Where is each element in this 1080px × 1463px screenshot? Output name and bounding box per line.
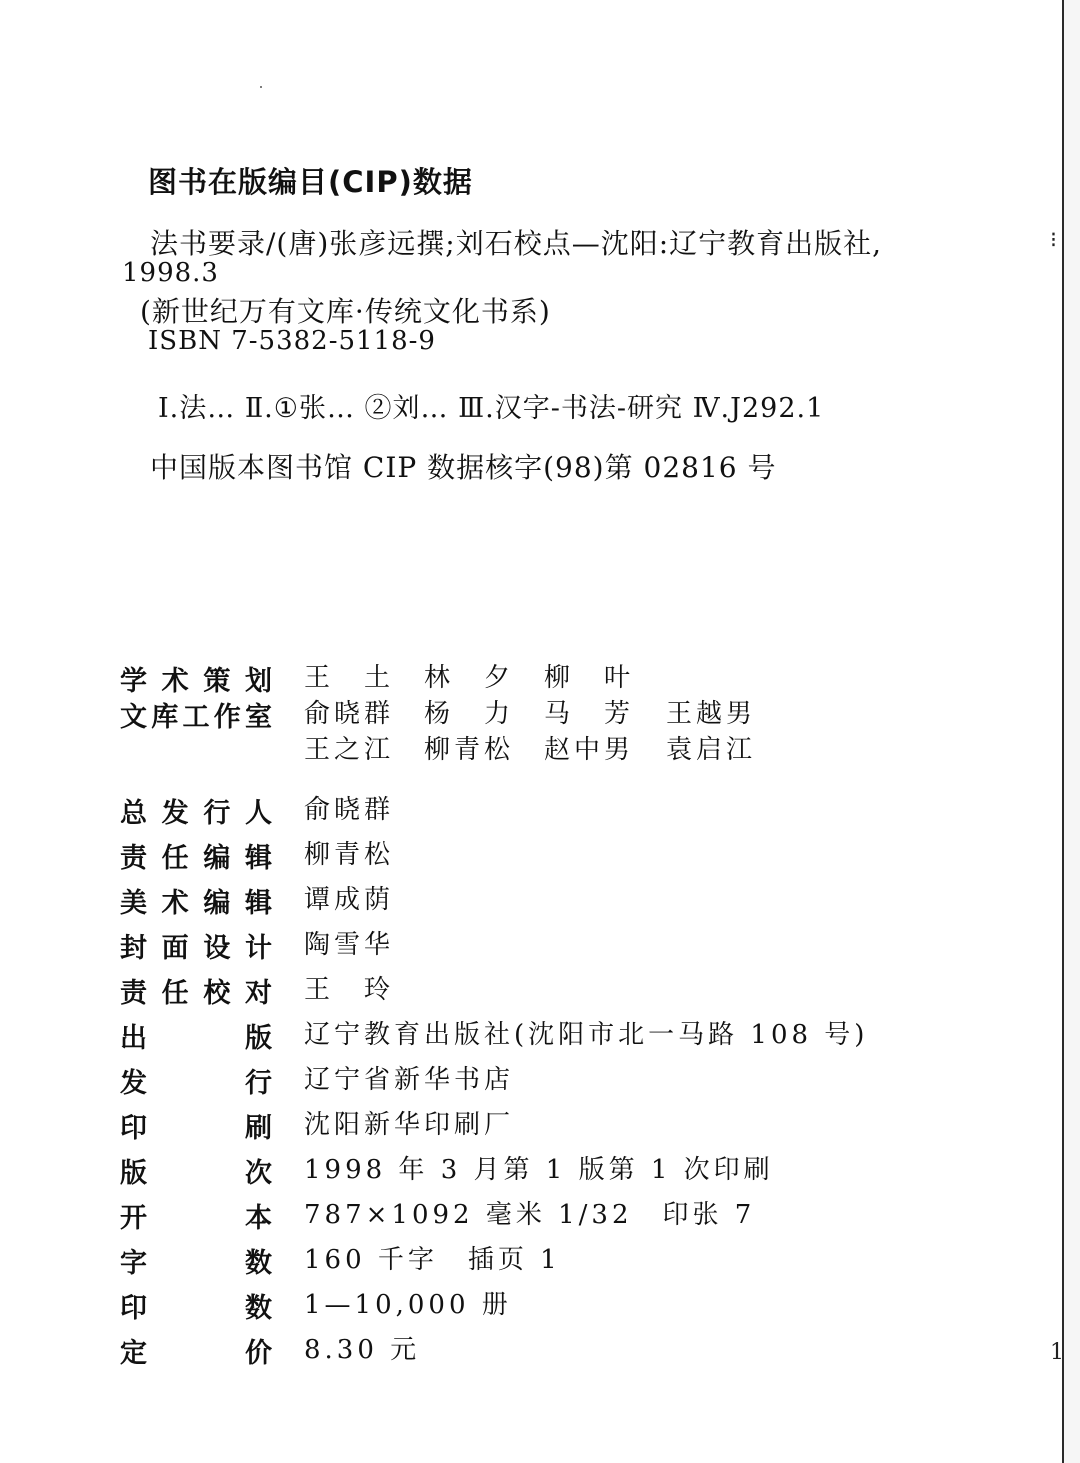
label-char: 校 (203, 977, 231, 1009)
label-char: 字 (120, 1247, 147, 1279)
credit-value: 160 千字 插页 1 (304, 1245, 561, 1275)
label-char: 发 (161, 797, 189, 829)
person-name: 柳 叶 (544, 663, 635, 693)
label-char: 次 (245, 1157, 272, 1189)
label-char: 本 (245, 1202, 272, 1234)
label-char: 责 (120, 977, 147, 1009)
label-char: 出 (120, 1022, 147, 1054)
label-char: 价 (245, 1337, 272, 1369)
label-char: 总 (120, 797, 147, 829)
credit-label (120, 790, 272, 830)
label-char: 印 (120, 1292, 147, 1324)
label-char: 学 (120, 665, 147, 697)
credit-value: 辽宁教育出版社(沈阳市北一马路 108 号) (304, 1020, 869, 1050)
label-char: 室 (245, 701, 272, 733)
credit-value: 陶雪华 (304, 930, 395, 960)
credit-value: 柳青松 (304, 840, 395, 870)
label-char: 美 (120, 887, 147, 919)
credit-value: 王 玲 (304, 975, 395, 1005)
label-char: 人 (244, 797, 272, 829)
credit-label (120, 1105, 272, 1145)
credit-label (120, 658, 272, 698)
cip-line-record-number: 中国版本图书馆 CIP 数据核字(98)第 02816 号 (150, 451, 777, 484)
credit-value: 787×1092 毫米 1/32 印张 7 (304, 1200, 756, 1230)
label-char: 责 (120, 842, 147, 874)
credit-label (120, 835, 272, 875)
person-name: 林 夕 (424, 663, 515, 693)
cip-line-title-author: 法书要录/(唐)张彦远撰;刘石校点—沈阳:辽宁教育出版社, (150, 227, 883, 260)
credit-value: 沈阳新华印刷厂 (304, 1110, 515, 1140)
cip-line-date: 1998.3 (122, 258, 219, 288)
label-char: 工 (182, 701, 210, 733)
scan-speck (260, 86, 262, 88)
credit-value: 8.30 元 (304, 1335, 421, 1365)
cip-line-subjects: Ⅰ.法… Ⅱ.①张… ②刘… Ⅲ.汉字-书法-研究 Ⅳ.J292.1 (158, 393, 825, 424)
credit-label (120, 1330, 272, 1370)
person-name: 杨 力 (424, 699, 515, 729)
person-name: 柳青松 (424, 735, 515, 765)
label-char: 计 (244, 932, 272, 964)
label-char: 发 (120, 1067, 147, 1099)
page-edge-shadow (1064, 0, 1080, 1463)
person-name: 王 土 (304, 663, 395, 693)
label-char: 封 (120, 932, 147, 964)
label-char: 任 (161, 842, 189, 874)
page-edge (1062, 0, 1064, 1463)
label-char: 数 (245, 1292, 272, 1324)
label-char: 编 (203, 887, 231, 919)
label-char: 行 (203, 797, 231, 829)
label-char: 开 (120, 1202, 147, 1234)
person-name: 王之江 (304, 735, 395, 765)
cip-title: 图书在版编目(CIP)数据 (148, 165, 473, 199)
label-char: 辑 (244, 887, 272, 919)
label-char: 库 (151, 701, 179, 733)
credit-value: 辽宁省新华书店 (304, 1065, 515, 1095)
label-char: 编 (203, 842, 231, 874)
credit-value: 俞晓群 (304, 795, 395, 825)
credit-label (120, 970, 272, 1010)
credit-value: 1—10,000 册 (304, 1290, 512, 1320)
credit-value: 1998 年 3 月第 1 版第 1 次印刷 (304, 1155, 774, 1185)
label-char: 印 (120, 1112, 147, 1144)
edge-mark-bottom: 1 (1050, 1340, 1064, 1365)
credit-label (120, 1150, 272, 1190)
credit-value: 谭成荫 (304, 885, 395, 915)
credit-label (120, 1015, 272, 1055)
label-char: 刷 (245, 1112, 272, 1144)
label-char: 任 (161, 977, 189, 1009)
person-name: 袁启江 (666, 735, 757, 765)
person-name: 马 芳 (544, 699, 635, 729)
credit-label (120, 1240, 272, 1280)
person-name: 俞晓群 (304, 699, 395, 729)
label-char: 划 (244, 665, 272, 697)
label-char: 辑 (244, 842, 272, 874)
label-char: 策 (203, 665, 231, 697)
label-char: 对 (244, 977, 272, 1009)
credit-label (120, 1060, 272, 1100)
label-char: 术 (161, 887, 189, 919)
label-char: 文 (120, 701, 147, 733)
credit-label (120, 880, 272, 920)
cip-line-series: (新世纪万有文库·传统文化书系) (140, 295, 551, 328)
label-char: 数 (245, 1247, 272, 1279)
label-char: 术 (161, 665, 189, 697)
credit-label (120, 694, 272, 734)
edge-mark-top: ⁝ (1050, 228, 1057, 253)
label-char: 版 (120, 1157, 147, 1189)
label-char: 作 (213, 701, 241, 733)
label-char: 行 (245, 1067, 272, 1099)
person-name: 王越男 (666, 699, 757, 729)
credit-label (120, 1285, 272, 1325)
label-char: 设 (203, 932, 231, 964)
cip-line-isbn: ISBN 7-5382-5118-9 (148, 326, 436, 356)
credit-label (120, 925, 272, 965)
person-name: 赵中男 (544, 735, 635, 765)
label-char: 版 (245, 1022, 272, 1054)
credit-label (120, 1195, 272, 1235)
label-char: 面 (161, 932, 189, 964)
label-char: 定 (120, 1337, 147, 1369)
